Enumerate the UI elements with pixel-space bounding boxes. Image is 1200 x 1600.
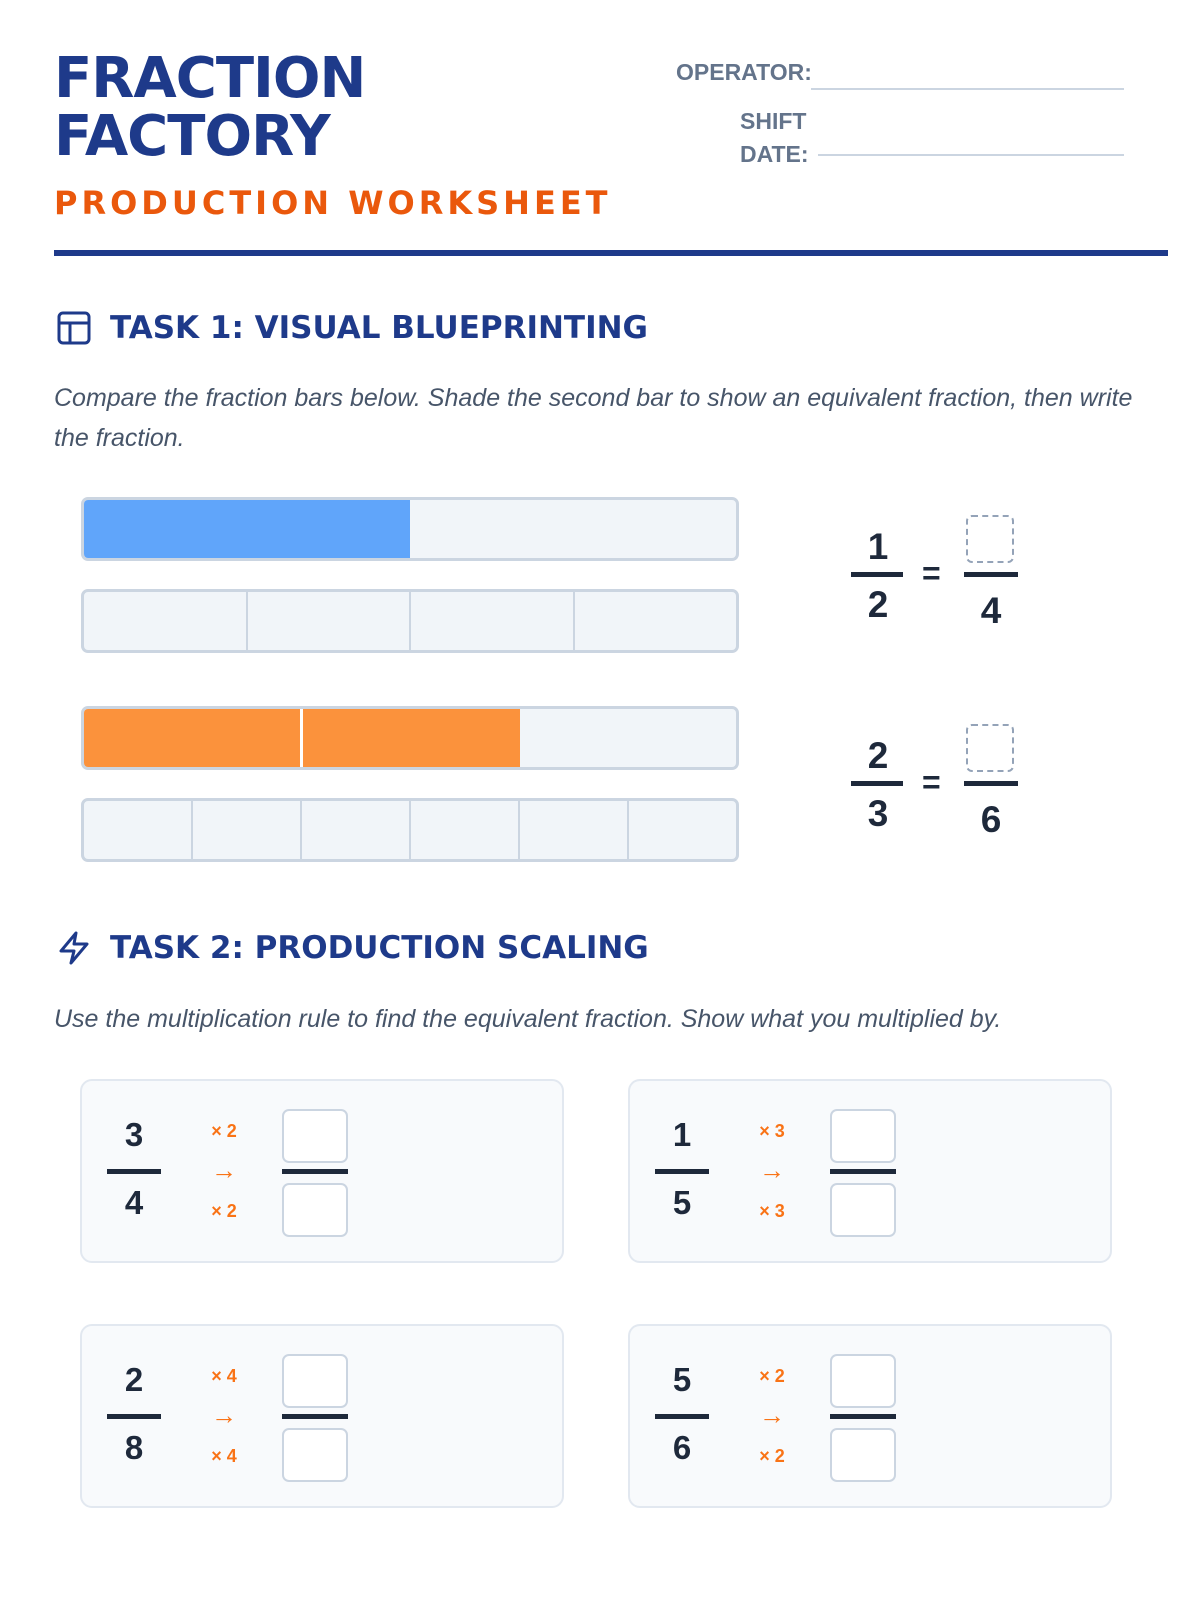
answer-numerator-box[interactable]: [282, 1354, 348, 1408]
fraction-line: [107, 1414, 161, 1419]
fraction-bar-thirds: [81, 706, 739, 770]
multiplier-bottom: × 3: [759, 1201, 785, 1221]
bar-segment[interactable]: [409, 801, 518, 859]
fraction-line: [851, 572, 903, 577]
multiplier-top: × 2: [211, 1121, 237, 1141]
page-title: [54, 46, 366, 169]
bar-segment[interactable]: [191, 801, 300, 859]
fraction-line: [830, 1169, 896, 1174]
card-denominator: 4: [124, 1184, 144, 1221]
fraction-line: [282, 1414, 348, 1419]
card-denominator: 8: [124, 1429, 144, 1466]
answer-denominator-box[interactable]: [282, 1183, 348, 1237]
fraction-bar-quarters[interactable]: [81, 589, 739, 653]
task1-instructions: Compare the fraction bars below. Shade the second bar to show an equivalent fraction, then write the fraction.: [54, 384, 1133, 452]
bar-segment[interactable]: [84, 801, 191, 859]
card-numerator: 1: [672, 1116, 692, 1153]
multiplier-top: × 3: [759, 1121, 785, 1141]
fraction-line: [655, 1169, 709, 1174]
bar-segment-shaded: [84, 500, 410, 558]
answer-numerator-box[interactable]: [830, 1354, 896, 1408]
multiplier-bottom: × 4: [211, 1446, 237, 1466]
equation-denominator: 3: [867, 793, 889, 834]
scaling-card: [80, 1079, 564, 1263]
card-numerator: 5: [672, 1361, 692, 1398]
bar-segment-shaded: [84, 709, 300, 767]
task2-title: TASK 2: PRODUCTION SCALING: [110, 930, 649, 966]
equation-row-1: [848, 515, 1038, 645]
bar-segment: [410, 500, 736, 558]
scaling-card: [80, 1324, 564, 1508]
bar-segment[interactable]: [518, 801, 627, 859]
fraction-line: [655, 1414, 709, 1419]
fraction-line: [851, 781, 903, 786]
fraction-line: [964, 572, 1018, 577]
card-numerator: 3: [124, 1116, 144, 1153]
task1-title: TASK 1: VISUAL BLUEPRINTING: [110, 310, 649, 346]
arrow-right-icon: →: [759, 1400, 785, 1430]
card-denominator: 6: [672, 1429, 692, 1466]
operator-label: OPERATOR:: [676, 59, 812, 85]
answer-denominator-box[interactable]: [830, 1428, 896, 1482]
answer-denominator-box[interactable]: [282, 1428, 348, 1482]
layout-icon: [56, 310, 92, 346]
shift-date-field[interactable]: [818, 154, 1124, 156]
equation-denominator: 2: [867, 584, 889, 625]
multiplier-top: × 4: [211, 1366, 237, 1386]
fraction-bar-halves: [81, 497, 739, 561]
shift-label-line-1: SHIFT: [740, 108, 807, 134]
operator-field[interactable]: [811, 88, 1124, 90]
page-subtitle: PRODUCTION WORKSHEET: [54, 184, 612, 222]
task2-instructions: Use the multiplication rule to find the equivalent fraction. Show what you multiplied by.: [54, 1005, 1002, 1033]
scaling-card: [628, 1079, 1112, 1263]
bar-segment[interactable]: [627, 801, 736, 859]
shift-label-line-2: DATE:: [740, 141, 809, 167]
title-line-2: FACTORY: [54, 104, 330, 169]
fraction-line: [282, 1169, 348, 1174]
arrow-right-icon: →: [211, 1400, 237, 1430]
fraction-line: [830, 1414, 896, 1419]
answer-numerator-box[interactable]: [830, 1109, 896, 1163]
shift-date-label: [740, 105, 809, 171]
lightning-icon: [56, 930, 92, 966]
card-numerator: 2: [124, 1361, 144, 1398]
bar-segment-shaded: [300, 709, 519, 767]
multiplier-bottom: × 2: [759, 1446, 785, 1466]
equals-sign: =: [922, 555, 941, 591]
arrow-right-icon: →: [759, 1155, 785, 1185]
equation-numerator: 1: [867, 526, 889, 567]
fraction-line: [964, 781, 1018, 786]
answer-numerator-box[interactable]: [966, 724, 1014, 772]
fraction-line: [107, 1169, 161, 1174]
bar-segment[interactable]: [300, 801, 409, 859]
bar-segment[interactable]: [409, 592, 573, 650]
equation-row-2: [848, 724, 1038, 854]
answer-numerator-box[interactable]: [966, 515, 1014, 563]
card-denominator: 5: [672, 1184, 692, 1221]
task1-heading: [56, 310, 648, 346]
answer-denominator-box[interactable]: [830, 1183, 896, 1237]
bar-segment: [520, 709, 736, 767]
multiplier-bottom: × 2: [211, 1201, 237, 1221]
bar-segment[interactable]: [573, 592, 737, 650]
header-divider: [54, 250, 1168, 256]
arrow-right-icon: →: [211, 1155, 237, 1185]
bar-segment[interactable]: [84, 592, 246, 650]
bar-segment[interactable]: [246, 592, 410, 650]
scaling-card: [628, 1324, 1112, 1508]
answer-denominator: 4: [980, 590, 1002, 631]
equals-sign: =: [922, 764, 941, 800]
equation-numerator: 2: [867, 735, 889, 776]
fraction-bar-sixths[interactable]: [81, 798, 739, 862]
answer-denominator: 6: [980, 799, 1002, 840]
task2-heading: [56, 930, 649, 966]
answer-numerator-box[interactable]: [282, 1109, 348, 1163]
title-line-1: FRACTION: [54, 46, 366, 111]
multiplier-top: × 2: [759, 1366, 785, 1386]
